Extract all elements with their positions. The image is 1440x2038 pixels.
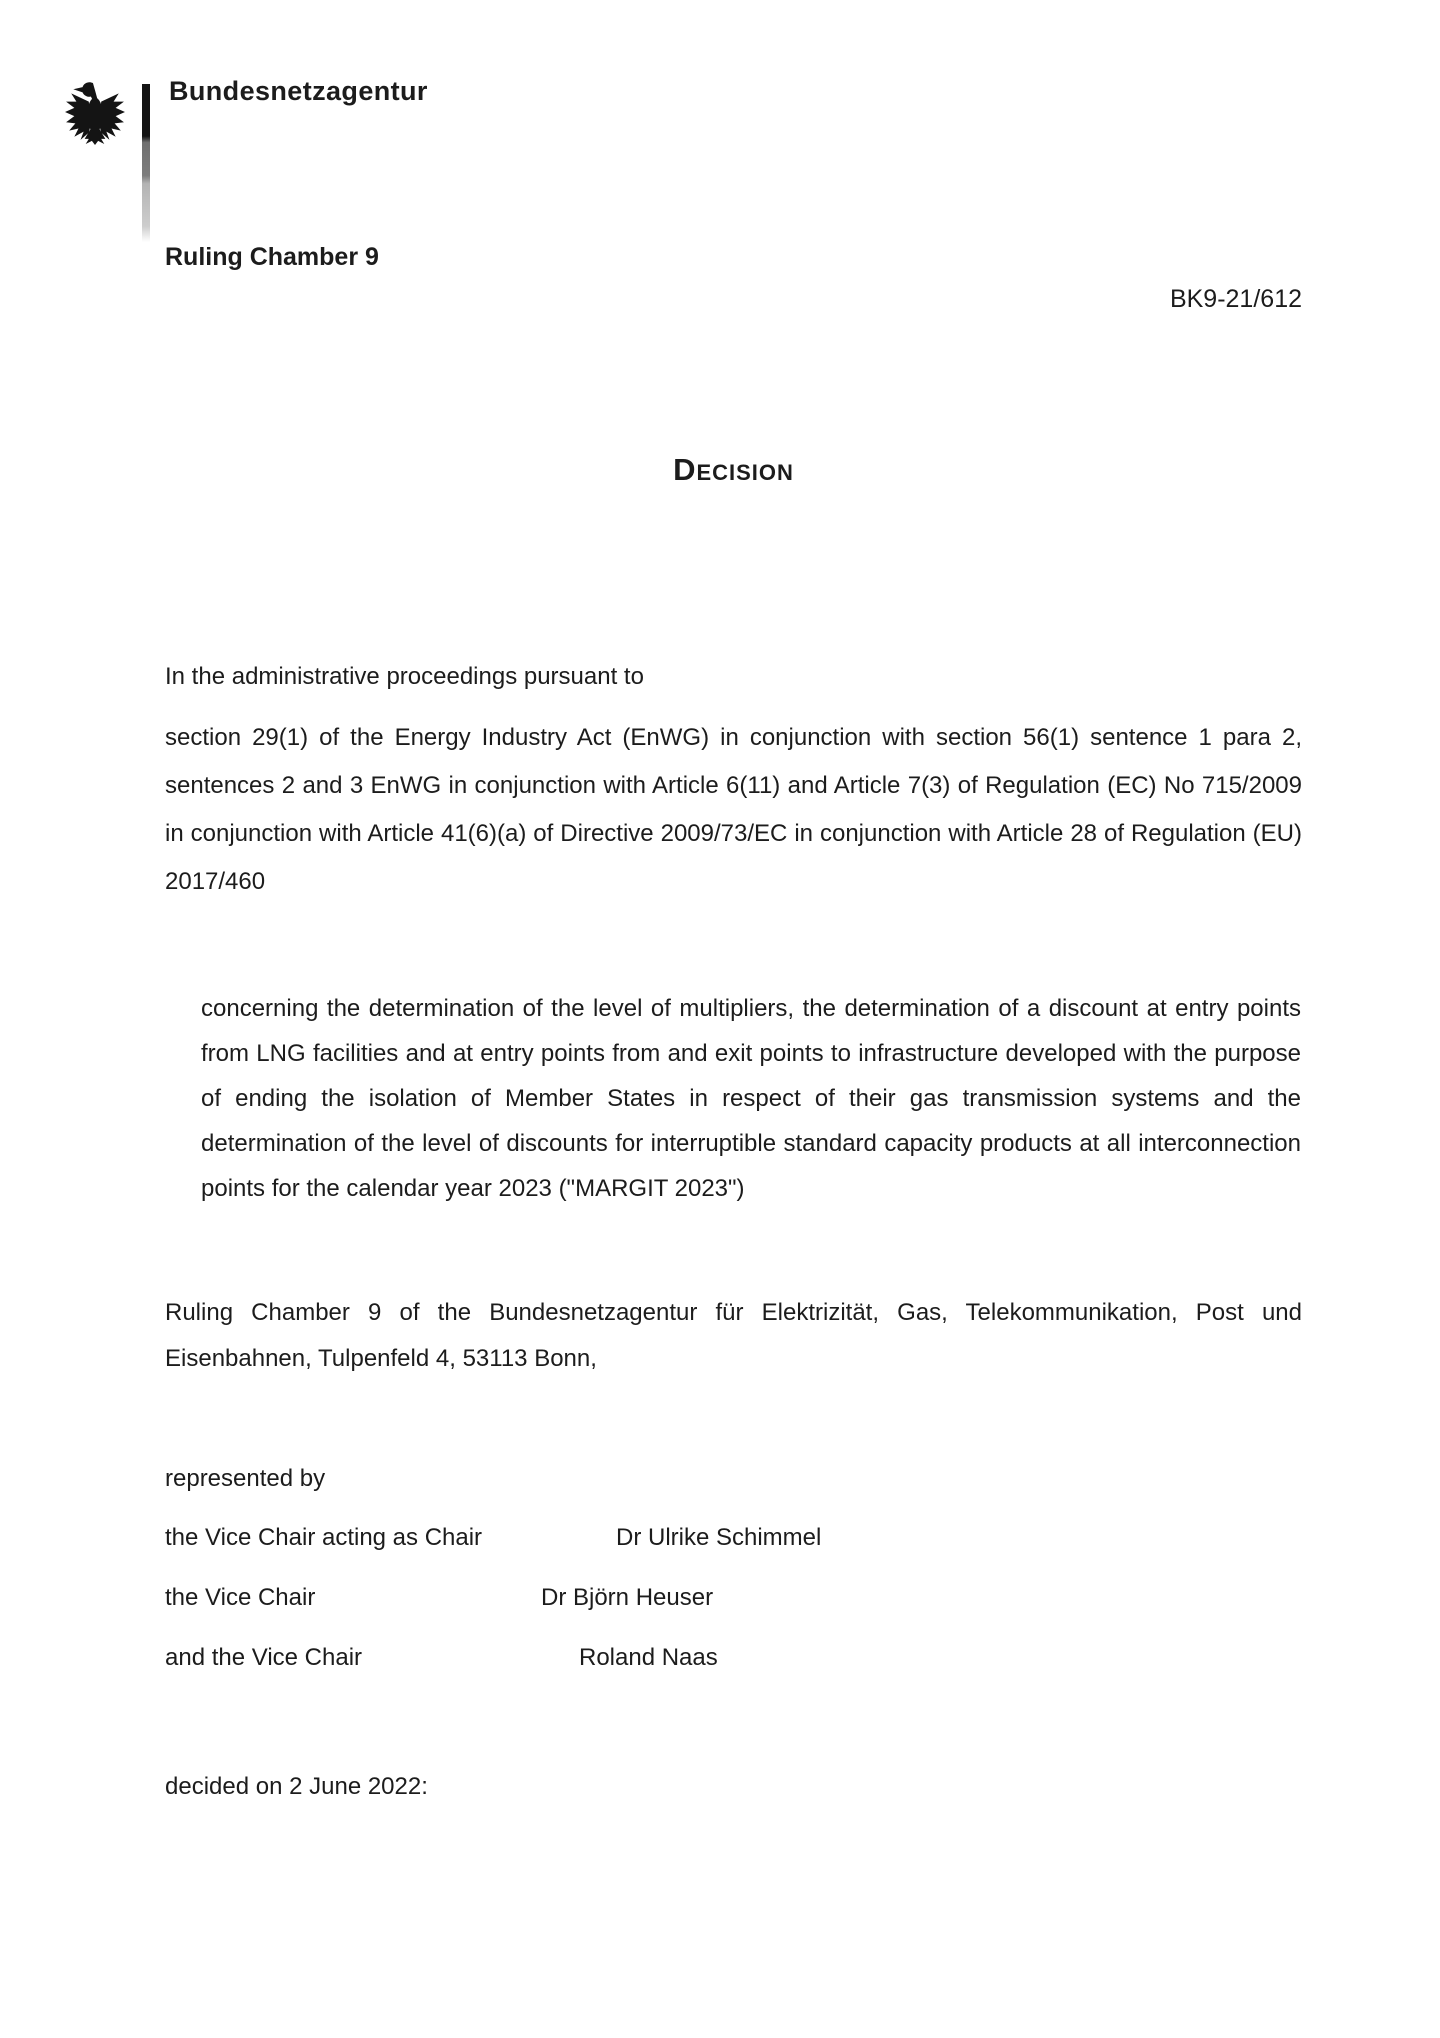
decision-date-line: decided on 2 June 2022: [165, 1773, 428, 1800]
document-title: Decision [673, 452, 794, 487]
subject-paragraph: concerning the determination of the level of multipliers, the determination of a discount at entry points from LNG facilities and at entry points from and exit points to infrastructure developed with the purpose of ending the isolation of Member States in respect of their gas transmission systems and the determination of the level of discounts for interruptible standard capacity products at all interconnection points for the calendar year 2023 ("MARGIT 2023") [201, 995, 1301, 1202]
chamber-address-paragraph: Ruling Chamber 9 of the Bundesnetzagentur für Elektrizität, Gas, Telekommunikation, Post und Eisenbahnen, Tulpenfeld 4, 53113 Bonn, [165, 1299, 1302, 1372]
chamber-heading: Ruling Chamber 9 [165, 243, 379, 271]
legal-basis-paragraph: section 29(1) of the Energy Industry Act (EnWG) in conjunction with section 56(1) sentence 1 para 2, sentences 2 and 3 EnWG in conjunction with Article 6(11) and Article 7(3) of Regulation (EC) No 715/2009 in conjunction with Article 41(6)(a) of Directive 2009/73/EC in conjunction with Article 28 of Regulation (EU) 2017/460 [165, 724, 1302, 895]
representative-name: Dr Ulrike Schimmel [616, 1524, 822, 1551]
proceedings-intro: In the administrative proceedings pursuant to [165, 663, 644, 690]
representative-role: and the Vice Chair [165, 1644, 363, 1671]
representative-role: the Vice Chair [165, 1584, 316, 1611]
representative-role: the Vice Chair acting as Chair [165, 1524, 483, 1551]
federal-eagle-icon [64, 80, 126, 146]
representative-name: Dr Björn Heuser [541, 1584, 714, 1611]
logo-divider-bar [142, 84, 150, 242]
representative-name: Roland Naas [579, 1644, 718, 1671]
agency-logotype: Bundesnetzagentur [169, 76, 428, 106]
represented-by-label: represented by [165, 1465, 326, 1492]
case-number: BK9-21/612 [1169, 285, 1302, 313]
